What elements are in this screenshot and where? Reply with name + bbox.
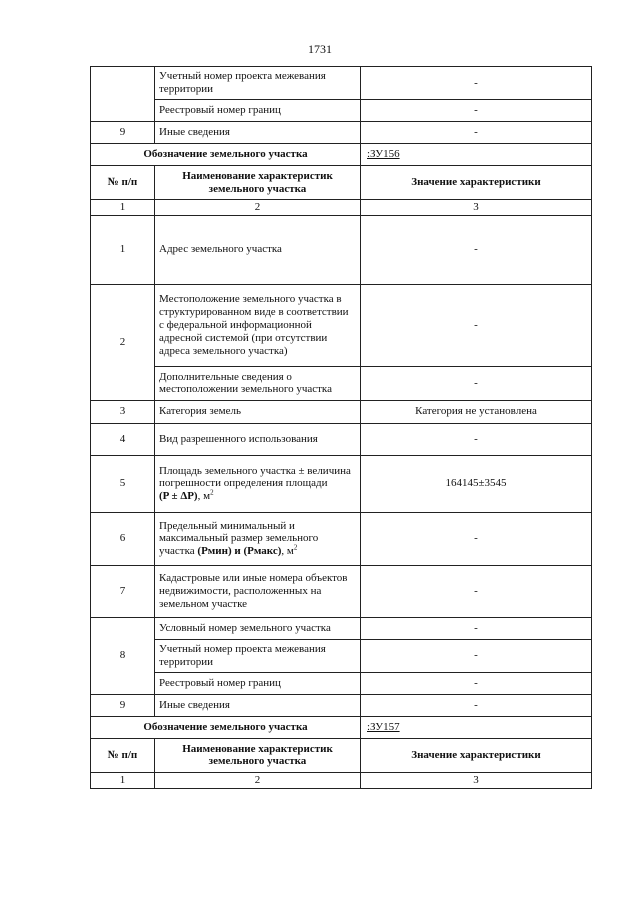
column-index: 1 [91,200,155,216]
column-index: 3 [361,200,592,216]
size-label: Предельный минимальный и максимальный размер земельного участка [159,519,319,558]
characteristic-name: Иные сведения [155,122,361,144]
row-number: 9 [91,694,155,716]
column-index: 2 [155,200,361,216]
plot-designation-code: :ЗУ157 [361,716,592,738]
row-number: 6 [91,512,155,565]
characteristic-value: 164145±3545 [361,455,592,512]
page-number: 1731 [308,42,332,56]
characteristic-value: - [361,423,592,455]
plot-designation-label: Обозначение земельного участка [91,716,361,738]
row-number: 5 [91,455,155,512]
characteristic-value: - [361,639,592,672]
characteristic-name: Местоположение земельного участка в структурированном виде в соответствии с федеральной информационной адресной системой (при отсутствии адреса земельного участка) [155,284,361,366]
table-row [91,67,592,100]
header-characteristic-name: Наименование характеристик земельного участка [155,738,361,772]
header-characteristic-value: Значение характеристики [361,738,592,772]
land-plot-table [90,66,592,789]
row-number-cell [91,67,155,122]
row-number: 9 [91,122,155,144]
area-formula: (P ± ΔP) [159,490,198,503]
characteristic-value: - [361,694,592,716]
column-index: 1 [91,772,155,788]
table-row [91,672,592,694]
characteristic-value: - [361,122,592,144]
plot-designation-row [91,144,592,166]
row-number: 4 [91,423,155,455]
table-row [91,423,592,455]
table-row [91,694,592,716]
row-number: 8 [91,617,155,694]
plot-designation-label: Обозначение земельного участка [91,144,361,166]
table-row [91,512,592,565]
size-and: и [234,545,241,558]
row-number: 1 [91,215,155,284]
characteristic-value: - [361,366,592,400]
table-row [91,639,592,672]
characteristic-value: Категория не установлена [361,400,592,423]
column-index-row [91,200,592,216]
table-row [91,122,592,144]
characteristic-value: - [361,215,592,284]
characteristic-value: - [361,67,592,100]
characteristic-name: Учетный номер проекта межевания территории [155,639,361,672]
table-row [91,366,592,400]
size-min: (Рмин) [197,545,232,558]
column-index: 2 [155,772,361,788]
table-row [91,617,592,639]
table-row [91,100,592,122]
table-row [91,215,592,284]
column-index: 3 [361,772,592,788]
characteristic-name [155,512,361,565]
characteristic-value: - [361,100,592,122]
characteristic-name: Реестровый номер границ [155,100,361,122]
characteristic-value: - [361,672,592,694]
column-index-row [91,772,592,788]
characteristic-name: Учетный номер проекта межевания территории [155,67,361,100]
header-characteristic-value: Значение характеристики [361,166,592,200]
characteristic-name: Дополнительные сведения о местоположении земельного участка [155,366,361,400]
row-number: 3 [91,400,155,423]
table-row [91,455,592,512]
characteristic-name: Вид разрешенного использования [155,423,361,455]
characteristic-name: Кадастровые или иные номера объектов недвижимости, расположенных на земельном участке [155,565,361,617]
header-number: № п/п [91,166,155,200]
area-label: Площадь земельного участка ± величина погрешности определения площади [159,464,351,490]
characteristic-name: Условный номер земельного участка [155,617,361,639]
table-header-row [91,166,592,200]
characteristic-value: - [361,512,592,565]
size-unit-exponent: 2 [293,543,298,552]
characteristic-name: Реестровый номер границ [155,672,361,694]
characteristic-name [155,455,361,512]
size-unit: , м [281,545,294,558]
area-unit: , м [197,490,211,503]
table-header-row [91,738,592,772]
characteristic-name: Иные сведения [155,694,361,716]
area-unit-exponent: 2 [210,488,214,497]
size-max: (Рмакс) [243,545,282,558]
characteristic-value: - [361,565,592,617]
characteristic-name: Категория земель [155,400,361,423]
plot-designation-row [91,716,592,738]
characteristic-value: - [361,284,592,366]
row-number: 2 [91,284,155,400]
plot-designation-code: :ЗУ156 [361,144,592,166]
table-row [91,284,592,366]
table-row [91,565,592,617]
characteristic-value: - [361,617,592,639]
characteristic-name: Адрес земельного участка [155,215,361,284]
header-characteristic-name: Наименование характеристик земельного участка [155,166,361,200]
header-number: № п/п [91,738,155,772]
row-number: 7 [91,565,155,617]
table-row [91,400,592,423]
